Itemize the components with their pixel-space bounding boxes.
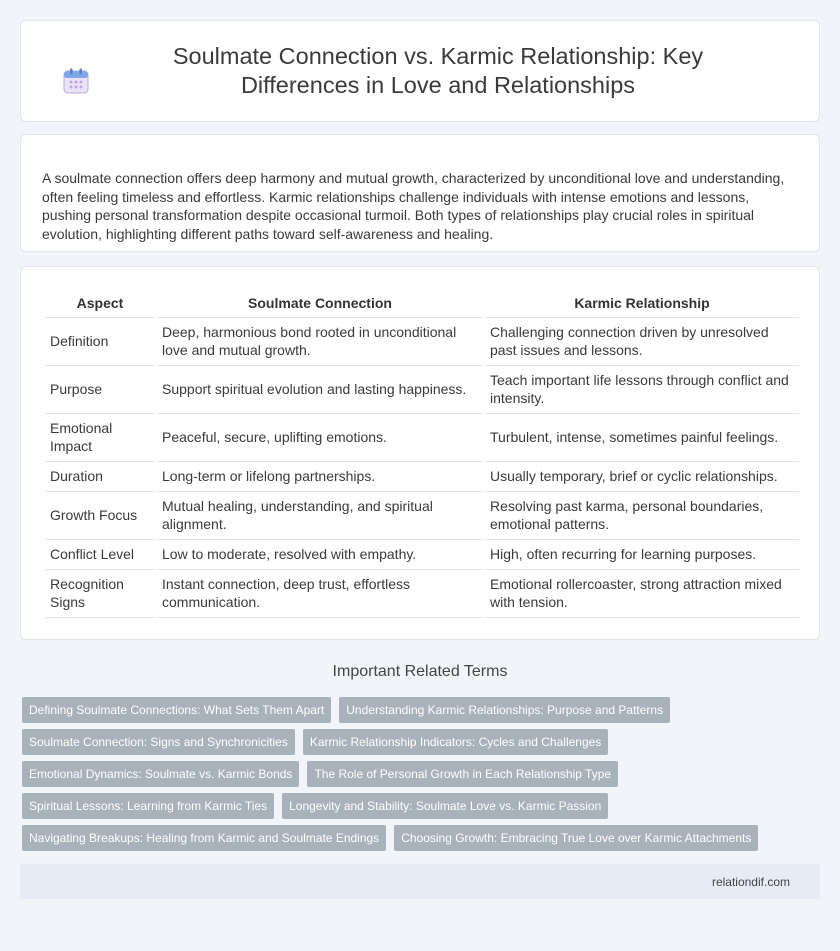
soulmate-cell: Instant connection, deep trust, effortless communication. [157, 570, 483, 618]
intro-card [20, 134, 820, 252]
related-term-tag[interactable]: Defining Soulmate Connections: What Sets Them Apart [22, 697, 331, 723]
related-term-tag[interactable]: Spiritual Lessons: Learning from Karmic Ties [22, 793, 274, 819]
karmic-cell: High, often recurring for learning purposes. [485, 540, 799, 570]
aspect-cell: Duration [45, 462, 155, 492]
soulmate-cell: Low to moderate, resolved with empathy. [157, 540, 483, 570]
aspect-cell: Recognition Signs [45, 570, 155, 618]
table-row [45, 414, 799, 462]
footer-site-link[interactable]: relationdif.com [711, 874, 790, 889]
calendar-icon [62, 67, 90, 95]
footer [20, 864, 820, 899]
related-term-tag[interactable]: Understanding Karmic Relationships: Purpose and Patterns [339, 697, 670, 723]
karmic-cell: Resolving past karma, personal boundaries, emotional patterns. [485, 492, 799, 540]
aspect-cell: Purpose [45, 366, 155, 414]
table-row [45, 492, 799, 540]
karmic-cell: Teach important life lessons through conflict and intensity. [485, 366, 799, 414]
table-row [45, 462, 799, 492]
aspect-cell: Emotional Impact [45, 414, 155, 462]
related-term-tag[interactable]: Choosing Growth: Embracing True Love over Karmic Attachments [394, 825, 758, 851]
page-title: Soulmate Connection vs. Karmic Relationship: Key Differences in Love and Relationships [172, 43, 704, 98]
comparison-table [43, 289, 801, 618]
aspect-cell: Growth Focus [45, 492, 155, 540]
soulmate-cell: Mutual healing, understanding, and spiritual alignment. [157, 492, 483, 540]
table-row [45, 366, 799, 414]
header-soulmate: Soulmate Connection [157, 289, 483, 318]
header-karmic: Karmic Relationship [485, 289, 799, 318]
karmic-cell: Usually temporary, brief or cyclic relationships. [485, 462, 799, 492]
soulmate-cell: Support spiritual evolution and lasting happiness. [157, 366, 483, 414]
soulmate-cell: Peaceful, secure, uplifting emotions. [157, 414, 483, 462]
related-term-tag[interactable]: The Role of Personal Growth in Each Relationship Type [307, 761, 618, 787]
table-row [45, 570, 799, 618]
related-terms-title: Important Related Terms [332, 663, 508, 680]
related-term-tag[interactable]: Karmic Relationship Indicators: Cycles and Challenges [303, 729, 608, 755]
header-card [20, 20, 820, 122]
soulmate-cell: Long-term or lifelong partnerships. [157, 462, 483, 492]
table-header-row [45, 289, 799, 318]
related-terms-list [22, 697, 812, 857]
karmic-cell: Emotional rollercoaster, strong attraction mixed with tension. [485, 570, 799, 618]
header-aspect: Aspect [45, 289, 155, 318]
related-term-tag[interactable]: Navigating Breakups: Healing from Karmic and Soulmate Endings [22, 825, 386, 851]
comparison-card [20, 266, 820, 640]
aspect-cell: Definition [45, 318, 155, 366]
aspect-cell: Conflict Level [45, 540, 155, 570]
table-row [45, 540, 799, 570]
table-row [45, 318, 799, 366]
soulmate-cell: Deep, harmonious bond rooted in unconditional love and mutual growth. [157, 318, 483, 366]
karmic-cell: Challenging connection driven by unresolved past issues and lessons. [485, 318, 799, 366]
related-term-tag[interactable]: Longevity and Stability: Soulmate Love vs. Karmic Passion [282, 793, 608, 819]
karmic-cell: Turbulent, intense, sometimes painful feelings. [485, 414, 799, 462]
intro-text: A soulmate connection offers deep harmony and mutual growth, characterized by unconditional love and understanding, often feeling timeless and effortless. Karmic relationships challenge individuals with intense emotions and lessons, pushing personal transformation despite occasional turmoil. Both types of relationships play crucial roles in spiritual evolution, highlighting different paths toward self-awareness and healing. [42, 170, 785, 242]
related-term-tag[interactable]: Emotional Dynamics: Soulmate vs. Karmic Bonds [22, 761, 299, 787]
related-term-tag[interactable]: Soulmate Connection: Signs and Synchronicities [22, 729, 295, 755]
